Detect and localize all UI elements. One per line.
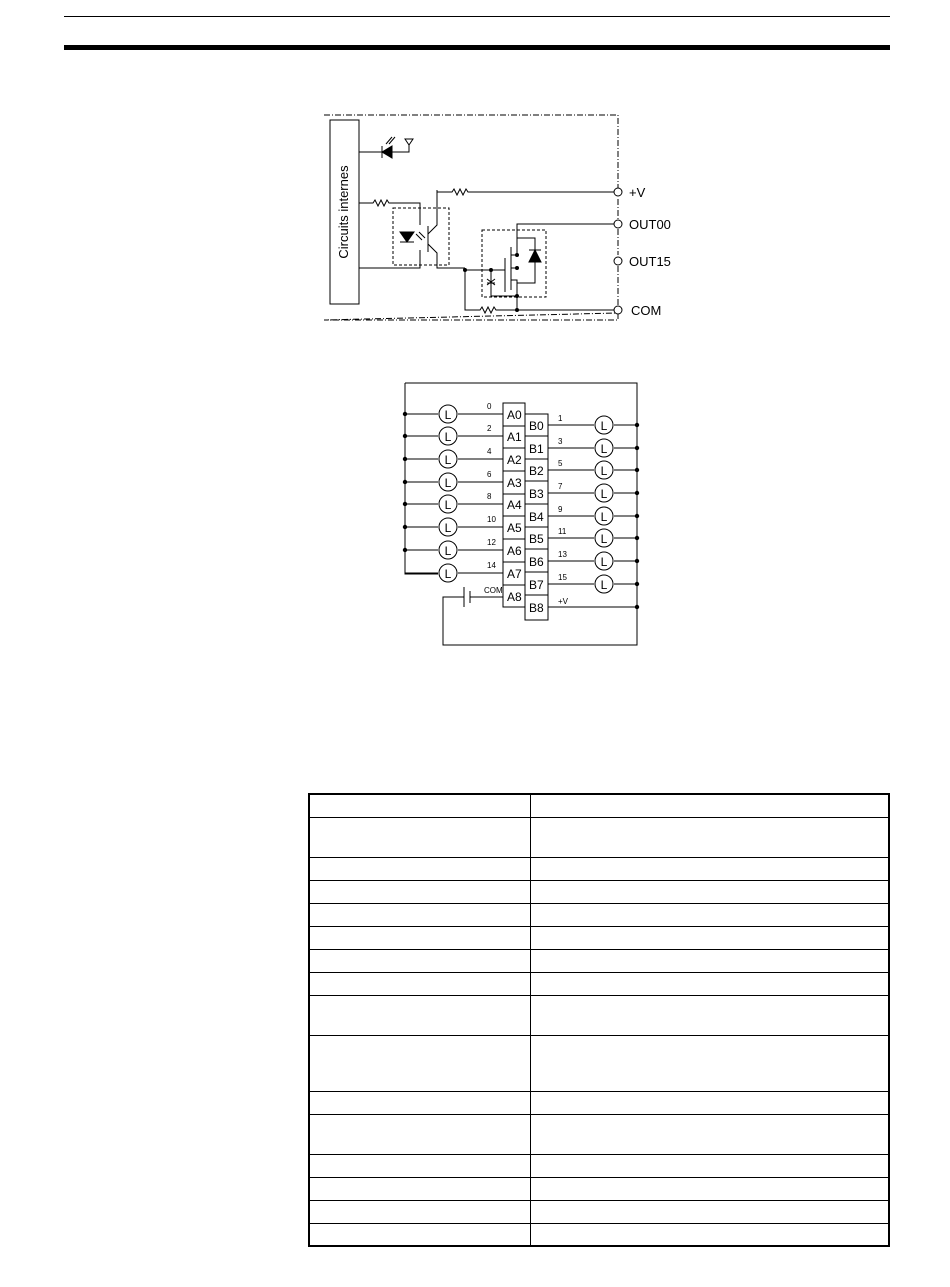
spec-value-cell <box>531 972 890 995</box>
table-row <box>309 949 889 972</box>
load-symbol: L <box>600 578 608 592</box>
spec-value-cell <box>531 794 890 817</box>
terminal-b-pin: B7 <box>529 578 544 592</box>
terminal-a-pin: A5 <box>507 521 522 535</box>
terminal-label-out00: OUT00 <box>629 217 671 232</box>
spec-item-cell <box>309 1200 531 1223</box>
load-symbol: L <box>600 442 608 456</box>
bit-number: 11 <box>558 527 567 536</box>
spec-value-cell <box>531 880 890 903</box>
bit-number: 4 <box>487 447 492 456</box>
bit-number: 10 <box>487 515 496 524</box>
bit-number: 7 <box>558 482 563 491</box>
table-row <box>309 1154 889 1177</box>
table-row <box>309 1035 889 1091</box>
spec-value-cell <box>531 1223 890 1246</box>
spec-item-cell <box>309 995 531 1035</box>
terminal-b-pin: B3 <box>529 487 544 501</box>
load-symbol: L <box>600 464 608 478</box>
load-symbol: L <box>444 544 452 558</box>
table-row <box>309 972 889 995</box>
spec-value-cell <box>531 949 890 972</box>
terminal-b-pin: B4 <box>529 510 544 524</box>
terminal-label-com: COM <box>631 303 662 318</box>
spec-item-cell <box>309 1154 531 1177</box>
load-symbol: L <box>600 555 608 569</box>
terminal-b-pin: B8 <box>529 601 544 615</box>
load-symbol: L <box>600 510 608 524</box>
table-row <box>309 857 889 880</box>
spec-value-cell <box>531 1114 890 1154</box>
table-row <box>309 1177 889 1200</box>
table-row <box>309 995 889 1035</box>
terminal-a-pin: A2 <box>507 453 522 467</box>
spec-value-cell <box>531 817 890 857</box>
spec-value-cell <box>531 857 890 880</box>
table-row <box>309 903 889 926</box>
spec-item-cell <box>309 1091 531 1114</box>
spec-item-cell <box>309 949 531 972</box>
bit-number: 9 <box>558 505 563 514</box>
terminal-b-pin: B2 <box>529 464 544 478</box>
spec-value-cell <box>531 1035 890 1091</box>
load-symbol: L <box>444 476 452 490</box>
table-row <box>309 880 889 903</box>
terminal-a-pin: A1 <box>507 430 522 444</box>
bit-number: 12 <box>487 538 496 547</box>
bit-number: 6 <box>487 470 492 479</box>
spec-item-cell <box>309 794 531 817</box>
spec-value-cell <box>531 1200 890 1223</box>
terminal-b-pin: B6 <box>529 555 544 569</box>
specifications-table <box>308 793 890 1247</box>
load-symbol: L <box>444 430 452 444</box>
spec-item-cell <box>309 903 531 926</box>
spec-item-cell <box>309 926 531 949</box>
bit-number: 3 <box>558 437 563 446</box>
spec-item-cell <box>309 880 531 903</box>
bit-number: 15 <box>558 573 567 582</box>
bit-number: 14 <box>487 561 496 570</box>
bit-number: 1 <box>558 414 563 423</box>
spec-value-cell <box>531 1177 890 1200</box>
terminal-a-pin: A0 <box>507 408 522 422</box>
spec-value-cell <box>531 926 890 949</box>
table-row <box>309 1114 889 1154</box>
spec-item-cell <box>309 817 531 857</box>
terminal-a-pin: A7 <box>507 567 522 581</box>
spec-item-cell <box>309 1223 531 1246</box>
terminal-a-pin: A4 <box>507 498 522 512</box>
terminal-b-pin: B5 <box>529 532 544 546</box>
spec-value-cell <box>531 995 890 1035</box>
terminal-b-pin: B1 <box>529 442 544 456</box>
load-symbol: L <box>444 521 452 535</box>
table-row <box>309 794 889 817</box>
terminal-label-v: +V <box>629 185 646 200</box>
bit-number: 2 <box>487 424 492 433</box>
spec-value-cell <box>531 1154 890 1177</box>
spec-value-cell <box>531 903 890 926</box>
spec-item-cell <box>309 857 531 880</box>
load-symbol: L <box>600 487 608 501</box>
v-label: +V <box>558 597 569 606</box>
com-label: COM <box>484 586 503 595</box>
terminal-a-pin: A8 <box>507 590 522 604</box>
spec-value-cell <box>531 1091 890 1114</box>
load-symbol: L <box>444 453 452 467</box>
load-symbol: L <box>600 419 608 433</box>
table-row <box>309 1091 889 1114</box>
spec-item-cell <box>309 972 531 995</box>
table-row <box>309 1223 889 1246</box>
bit-number: 8 <box>487 492 492 501</box>
table-row <box>309 926 889 949</box>
terminal-label-out15: OUT15 <box>629 254 671 269</box>
bit-number: 13 <box>558 550 567 559</box>
load-symbol: L <box>444 408 452 422</box>
load-symbol: L <box>444 498 452 512</box>
table-row <box>309 817 889 857</box>
bit-number: 0 <box>487 402 492 411</box>
spec-item-cell <box>309 1114 531 1154</box>
terminal-a-pin: A3 <box>507 476 522 490</box>
bit-number: 5 <box>558 459 563 468</box>
table-row <box>309 1200 889 1223</box>
terminal-b-pin: B0 <box>529 419 544 433</box>
load-symbol: L <box>600 532 608 546</box>
spec-item-cell <box>309 1035 531 1091</box>
terminal-a-pin: A6 <box>507 544 522 558</box>
spec-item-cell <box>309 1177 531 1200</box>
internal-circuits-label: Circuits internes <box>336 165 351 259</box>
load-symbol: L <box>444 567 452 581</box>
